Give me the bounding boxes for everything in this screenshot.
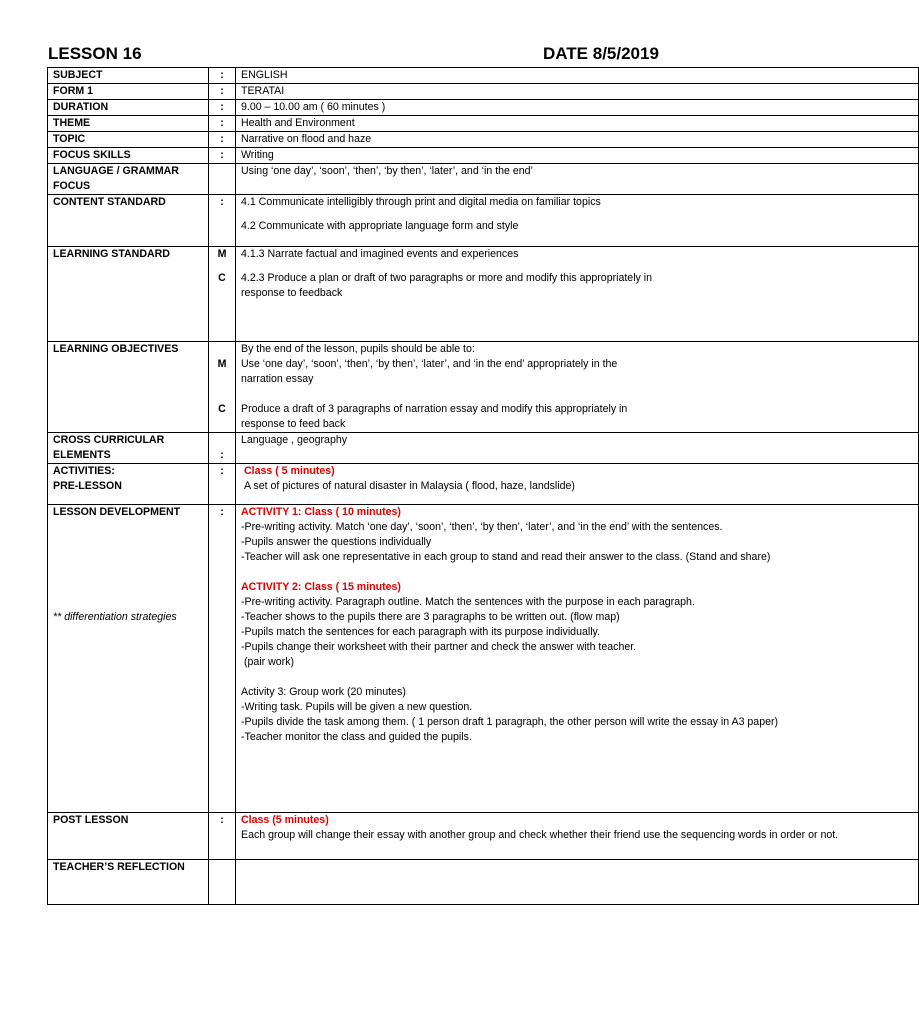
learning-standard-m: M — [217, 248, 227, 260]
subject-colon: : — [209, 68, 236, 84]
content-standard-label: CONTENT STANDARD — [48, 195, 209, 247]
activity2-line1: -Pre-writing activity. Paragraph outline. Match the sentences with the purpose in each paragraph. — [241, 596, 695, 608]
learning-standard-c: C — [218, 272, 226, 284]
activity3-heading: Activity 3: Group work (20 minutes) — [241, 686, 406, 698]
learning-objectives-levels — [209, 342, 236, 433]
row-theme — [48, 116, 919, 132]
focus-skills-colon: : — [209, 148, 236, 164]
theme-label: THEME — [48, 116, 209, 132]
lesson-title: LESSON 16 — [48, 44, 142, 63]
reflection-colon — [209, 860, 236, 905]
row-content-standard — [48, 195, 919, 247]
learning-objectives-m: M — [217, 358, 227, 370]
row-focus-skills — [48, 148, 919, 164]
cross-curricular-colon — [209, 433, 236, 464]
duration-label: DURATION — [48, 100, 209, 116]
activity1-heading: ACTIVITY 1: Class ( 10 minutes) — [241, 506, 401, 518]
activity2-line2: -Teacher shows to the pupils there are 3 paragraphs to be written out. (flow map) — [241, 611, 620, 623]
subject-label: SUBJECT — [48, 68, 209, 84]
learning-objectives-obj2b: response to feed back — [241, 418, 346, 430]
post-lesson-colon: : — [209, 813, 236, 860]
row-lesson-development — [48, 505, 919, 813]
topic-colon: : — [209, 132, 236, 148]
language-focus-label-line2: FOCUS — [53, 180, 91, 192]
form-label: FORM 1 — [48, 84, 209, 100]
learning-objectives-obj1b: narration essay — [241, 373, 314, 385]
lesson-plan-table — [47, 67, 919, 905]
language-focus-colon — [209, 164, 236, 195]
row-subject — [48, 68, 919, 84]
learning-objectives-value — [236, 342, 919, 433]
activities-value — [236, 464, 919, 505]
duration-colon: : — [209, 100, 236, 116]
activity2-line5: (pair work) — [244, 656, 295, 668]
activity1-line2: -Pupils answer the questions individually — [241, 536, 432, 548]
activity2-line3: -Pupils match the sentences for each paragraph with its purpose individually. — [241, 626, 601, 638]
subject-value: ENGLISH — [236, 68, 919, 84]
activity2-line4: -Pupils change their worksheet with their partner and check the answer with teacher. — [241, 641, 637, 653]
cross-curricular-label-line1: CROSS CURRICULAR — [53, 434, 165, 446]
cross-curricular-label — [48, 433, 209, 464]
activity1-line3: -Teacher will ask one representative in each group to stand and read their answer to the class. (Stand and share) — [241, 551, 771, 563]
topic-value: Narrative on flood and haze — [236, 132, 919, 148]
content-standard-line2: 4.2 Communicate with appropriate language form and style — [241, 220, 519, 232]
learning-standard-label: LEARNING STANDARD — [48, 247, 209, 342]
row-language-focus — [48, 164, 919, 195]
reflection-label: TEACHER’S REFLECTION — [48, 860, 209, 905]
learning-objectives-intro: By the end of the lesson, pupils should be able to: — [241, 343, 475, 355]
form-colon: : — [209, 84, 236, 100]
activity3-line1: -Writing task. Pupils will be given a new question. — [241, 701, 473, 713]
cross-curricular-colon-text: : — [220, 449, 224, 461]
post-lesson-label: POST LESSON — [48, 813, 209, 860]
pre-lesson-text: A set of pictures of natural disaster in Malaysia ( flood, haze, landslide) — [244, 480, 575, 492]
lesson-development-label — [48, 505, 209, 813]
language-focus-label — [48, 164, 209, 195]
row-post-lesson — [48, 813, 919, 860]
topic-label: TOPIC — [48, 132, 209, 148]
activity2-heading: ACTIVITY 2: Class ( 15 minutes) — [241, 581, 401, 593]
row-learning-objectives — [48, 342, 919, 433]
activities-label-line1: ACTIVITIES: — [53, 465, 115, 477]
learning-standard-line2a: 4.2.3 Produce a plan or draft of two paragraphs or more and modify this appropriately in — [241, 272, 653, 284]
language-focus-value: Using ‘one day’, ‘soon’, ‘then’, ‘by then’, ‘later’, and ‘in the end’ — [236, 164, 919, 195]
learning-objectives-c: C — [218, 403, 226, 415]
form-value: TERATAI — [236, 84, 919, 100]
activity3-line2: -Pupils divide the task among them. ( 1 person draft 1 paragraph, the other person will write the essay in A3 paper) — [241, 716, 779, 728]
reflection-value — [236, 860, 919, 905]
activities-colon: : — [209, 464, 236, 505]
content-standard-value — [236, 195, 919, 247]
activity1-line1: -Pre-writing activity. Match ‘one day’, ‘soon’, ‘then’, ‘by then’, ‘later’, and ‘in the end’ with the sentences. — [241, 521, 723, 533]
row-topic — [48, 132, 919, 148]
learning-standard-line2b: response to feedback — [241, 287, 343, 299]
post-lesson-value — [236, 813, 919, 860]
learning-standard-levels — [209, 247, 236, 342]
row-activities — [48, 464, 919, 505]
learning-objectives-obj2a: Produce a draft of 3 paragraphs of narration essay and modify this appropriately in — [241, 403, 628, 415]
activities-label — [48, 464, 209, 505]
lesson-development-title: LESSON DEVELOPMENT — [53, 506, 181, 518]
post-lesson-heading: Class (5 minutes) — [241, 814, 329, 826]
content-standard-colon: : — [209, 195, 236, 247]
row-cross-curricular — [48, 433, 919, 464]
lesson-development-value — [236, 505, 919, 813]
focus-skills-label: FOCUS SKILLS — [48, 148, 209, 164]
learning-standard-value — [236, 247, 919, 342]
learning-objectives-label: LEARNING OBJECTIVES — [48, 342, 209, 433]
activities-label-line2: PRE-LESSON — [53, 480, 122, 492]
differentiation-note: ** differentiation strategies — [53, 611, 177, 623]
pre-lesson-heading: Class ( 5 minutes) — [244, 465, 335, 477]
lesson-development-colon: : — [209, 505, 236, 813]
lesson-date: DATE 8/5/2019 — [543, 44, 659, 63]
row-duration — [48, 100, 919, 116]
activity3-line3: -Teacher monitor the class and guided the pupils. — [241, 731, 472, 743]
cross-curricular-label-line2: ELEMENTS — [53, 449, 111, 461]
theme-colon: : — [209, 116, 236, 132]
row-learning-standard — [48, 247, 919, 342]
language-focus-label-line1: LANGUAGE / GRAMMAR — [53, 165, 179, 177]
row-form — [48, 84, 919, 100]
learning-standard-line1: 4.1.3 Narrate factual and imagined events and experiences — [241, 248, 519, 260]
content-standard-line1: 4.1 Communicate intelligibly through print and digital media on familiar topics — [241, 196, 601, 208]
learning-objectives-obj1a: Use ‘one day’, ‘soon’, ‘then’, ‘by then’, ‘later’, and ‘in the end’ appropriately in the — [241, 358, 618, 370]
theme-value: Health and Environment — [236, 116, 919, 132]
duration-value: 9.00 – 10.00 am ( 60 minutes ) — [236, 100, 919, 116]
focus-skills-value: Writing — [236, 148, 919, 164]
row-reflection — [48, 860, 919, 905]
post-lesson-text: Each group will change their essay with another group and check whether their friend use the sequencing words in order or not. — [241, 829, 839, 841]
cross-curricular-value: Language , geography — [236, 433, 919, 464]
